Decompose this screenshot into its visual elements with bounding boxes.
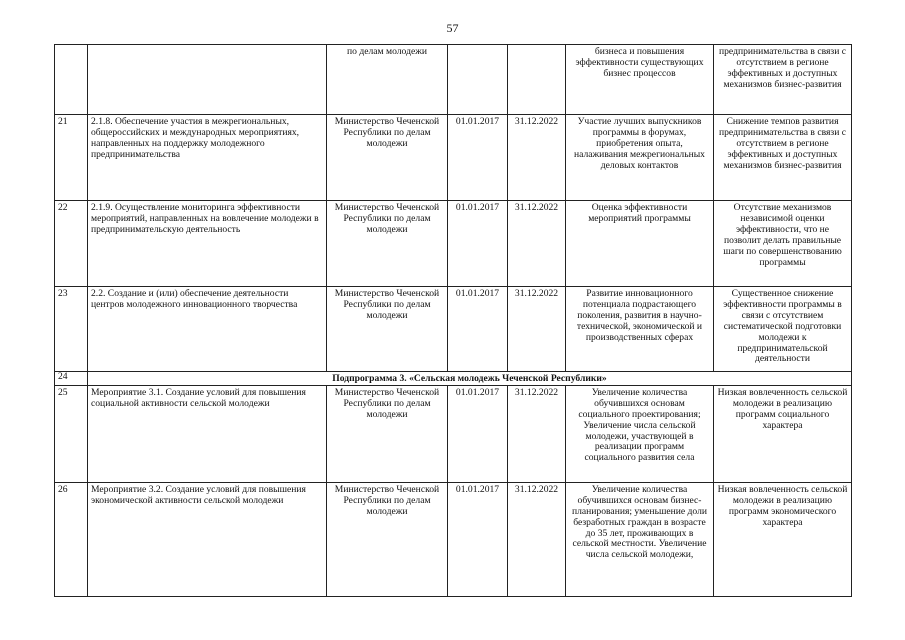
row-number-cell: 26 <box>55 482 88 596</box>
consequence-cell: Низкая вовлеченность сельской молодежи в реализацию программ экономического характера <box>714 482 852 596</box>
executor-cell: Министерство Чеченской Республики по делам молодежи <box>327 201 448 287</box>
table-row <box>55 115 852 201</box>
activity-name-cell: 2.2. Создание и (или) обеспечение деятельности центров молодежного инновационного творчества <box>88 287 327 372</box>
activity-name-cell: Мероприятие 3.2. Создание условий для повышения экономической активности сельской молодежи <box>88 482 327 596</box>
page-number: 57 <box>446 21 459 35</box>
table-row <box>55 201 852 287</box>
expected-result-cell: Оценка эффективности мероприятий программы <box>566 201 714 287</box>
row-number-cell: 23 <box>55 287 88 372</box>
program-activities-table <box>54 44 852 597</box>
row-number-cell: 22 <box>55 201 88 287</box>
start-date-cell: 01.01.2017 <box>448 115 508 201</box>
consequence-cell: Отсутствие механизмов независимой оценки эффективности, что не позволит делать правильные шаги по совершенствованию программы <box>714 201 852 287</box>
expected-result-cell: Участие лучших выпускников программы в форумах, приобретения опыта, налаживания межрегиональных деловых контактов <box>566 115 714 201</box>
end-date-cell: 31.12.2022 <box>508 287 566 372</box>
consequence-cell: Низкая вовлеченность сельской молодежи в реализацию программ социального характера <box>714 385 852 482</box>
consequence-cell: предпринимательства в связи с отсутствием в регионе эффективных и доступных механизмов бизнес-развития <box>714 45 852 115</box>
row-number-cell: 24 <box>55 372 88 386</box>
row-number-cell: 21 <box>55 115 88 201</box>
expected-result-cell: Увеличение количества обучившихся основам бизнес-планирования; уменьшение доли безработных граждан в возрасте до 35 лет, проживающих в сельской местности. Увеличение числа сельской молодежи, <box>566 482 714 596</box>
executor-cell: по делам молодежи <box>327 45 448 115</box>
end-date-cell <box>508 45 566 115</box>
table-row <box>55 287 852 372</box>
consequence-cell: Существенное снижение эффективности программы в связи с отсутствием систематической подготовки молодежи к предпринимательской деятельности <box>714 287 852 372</box>
start-date-cell: 01.01.2017 <box>448 482 508 596</box>
subprogram-title: Подпрограмма 3. «Сельская молодежь Чеченской Республики» <box>88 372 852 386</box>
expected-result-cell: Увеличение количества обучившихся основам социального проектирования; Увеличение числа сельской молодежи, участвующей в реализации программ социального развития села <box>566 385 714 482</box>
table-row <box>55 482 852 596</box>
start-date-cell <box>448 45 508 115</box>
end-date-cell: 31.12.2022 <box>508 115 566 201</box>
executor-cell: Министерство Чеченской Республики по делам молодежи <box>327 115 448 201</box>
activity-name-cell <box>88 45 327 115</box>
start-date-cell: 01.01.2017 <box>448 201 508 287</box>
start-date-cell: 01.01.2017 <box>448 287 508 372</box>
table-row-continuation <box>55 45 852 115</box>
expected-result-cell: Развитие инновационного потенциала подрастающего поколения, развития в научно-технической, экономической и производственных сферах <box>566 287 714 372</box>
activity-name-cell: Мероприятие 3.1. Создание условий для повышения социальной активности сельской молодежи <box>88 385 327 482</box>
executor-cell: Министерство Чеченской Республики по делам молодежи <box>327 287 448 372</box>
activity-name-cell: 2.1.9. Осуществление мониторинга эффективности мероприятий, направленных на вовлечение молодежи в предпринимательскую деятельность <box>88 201 327 287</box>
subprogram-row <box>55 372 852 386</box>
row-number-cell: 25 <box>55 385 88 482</box>
row-number-cell <box>55 45 88 115</box>
consequence-cell: Снижение темпов развития предпринимательства в связи с отсутствием в регионе эффективных и доступных механизмов бизнес-развития <box>714 115 852 201</box>
table-row <box>55 385 852 482</box>
executor-cell: Министерство Чеченской Республики по делам молодежи <box>327 385 448 482</box>
executor-cell: Министерство Чеченской Республики по делам молодежи <box>327 482 448 596</box>
end-date-cell: 31.12.2022 <box>508 385 566 482</box>
end-date-cell: 31.12.2022 <box>508 201 566 287</box>
start-date-cell: 01.01.2017 <box>448 385 508 482</box>
expected-result-cell: бизнеса и повышения эффективности существующих бизнес процессов <box>566 45 714 115</box>
end-date-cell: 31.12.2022 <box>508 482 566 596</box>
activity-name-cell: 2.1.8. Обеспечение участия в межрегиональных, общероссийских и международных мероприятиях, направленных на поддержку молодежного предпринимательства <box>88 115 327 201</box>
